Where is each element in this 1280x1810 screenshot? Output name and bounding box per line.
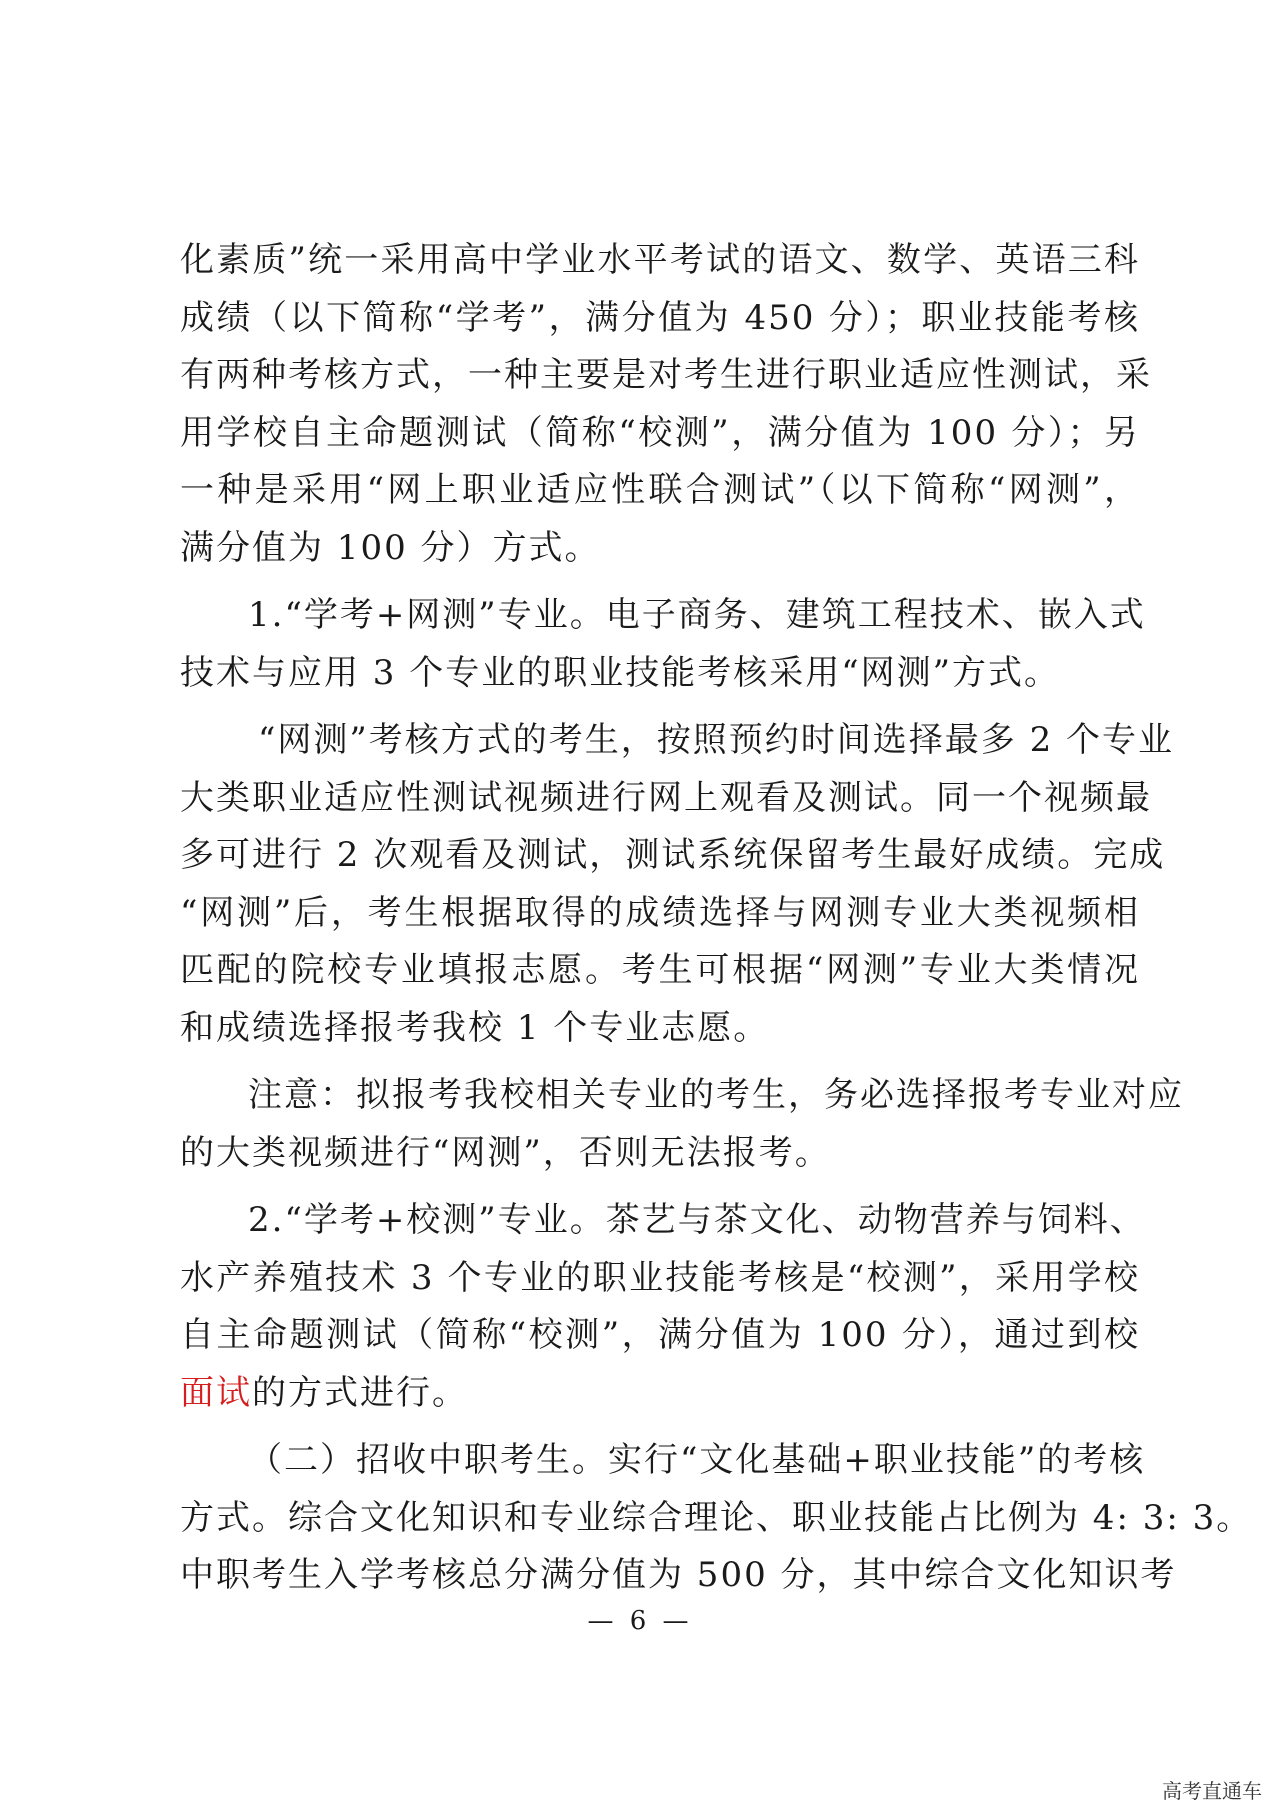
text-fragment: 的方式进行。 xyxy=(252,1372,468,1413)
page-number: — 6 — xyxy=(587,1606,693,1636)
text-line: （二）招收中职考生。实行“文化基础+职业技能”的考核 xyxy=(248,1440,1146,1480)
text-line: “网测”后，考生根据取得的成绩选择与网测专业大类视频相 xyxy=(180,892,1140,933)
text-line: 大类职业适应性测试视频进行网上观看及测试。同一个视频最 xyxy=(180,777,1152,818)
text-line: 水产养殖技术 3 个专业的职业技能考核是“校测”，采用学校 xyxy=(180,1257,1140,1298)
text-line: 用学校自主命题测试（简称“校测”，满分值为 100 分）；另 xyxy=(180,412,1140,453)
text-line: 技术与应用 3 个专业的职业技能考核采用“网测”方式。 xyxy=(180,652,1061,693)
text-line: 2.“学考+校测”专业。茶艺与茶文化、动物营养与饲料、 xyxy=(248,1200,1146,1240)
watermark: 高考直通车 xyxy=(1162,1779,1262,1803)
text-line: “网测”考核方式的考生，按照预约时间选择最多 2 个专业 xyxy=(258,720,1175,760)
text-line: 方式。综合文化知识和专业综合理论、职业技能占比例为 4: 3: 3。 xyxy=(180,1497,1253,1538)
text-line: 和成绩选择报考我校 1 个专业志愿。 xyxy=(180,1007,770,1048)
text-line: 匹配的院校专业填报志愿。考生可根据“网测”专业大类情况 xyxy=(180,950,1140,990)
text-line: 中职考生入学考核总分满分值为 500 分，其中综合文化知识考 xyxy=(180,1555,1177,1595)
text-line: 有两种考核方式，一种主要是对考生进行职业适应性测试，采 xyxy=(180,355,1152,395)
text-line: 1.“学考+网测”专业。电子商务、建筑工程技术、嵌入式 xyxy=(248,595,1146,635)
text-line: 注意：拟报考我校相关专业的考生，务必选择报考专业对应 xyxy=(248,1075,1184,1115)
highlight-text: 面试 xyxy=(180,1372,252,1413)
text-line: 自主命题测试（简称“校测”，满分值为 100 分），通过到校 xyxy=(180,1315,1140,1355)
text-line: 化素质”统一采用高中学业水平考试的语文、数学、英语三科 xyxy=(180,240,1140,280)
text-line: 满分值为 100 分）方式。 xyxy=(180,527,601,568)
document-body xyxy=(180,232,1253,1605)
text-line-with-highlight xyxy=(180,1365,1140,1423)
text-line: 一种是采用“网上职业适应性联合测试”（以下简称“网测”， xyxy=(180,470,1140,510)
text-line: 的大类视频进行“网测”，否则无法报考。 xyxy=(180,1132,831,1173)
text-line: 成绩（以下简称“学考”，满分值为 450 分）；职业技能考核 xyxy=(180,297,1140,338)
text-line: 多可进行 2 次观看及测试，测试系统保留考生最好成绩。完成 xyxy=(180,835,1166,875)
